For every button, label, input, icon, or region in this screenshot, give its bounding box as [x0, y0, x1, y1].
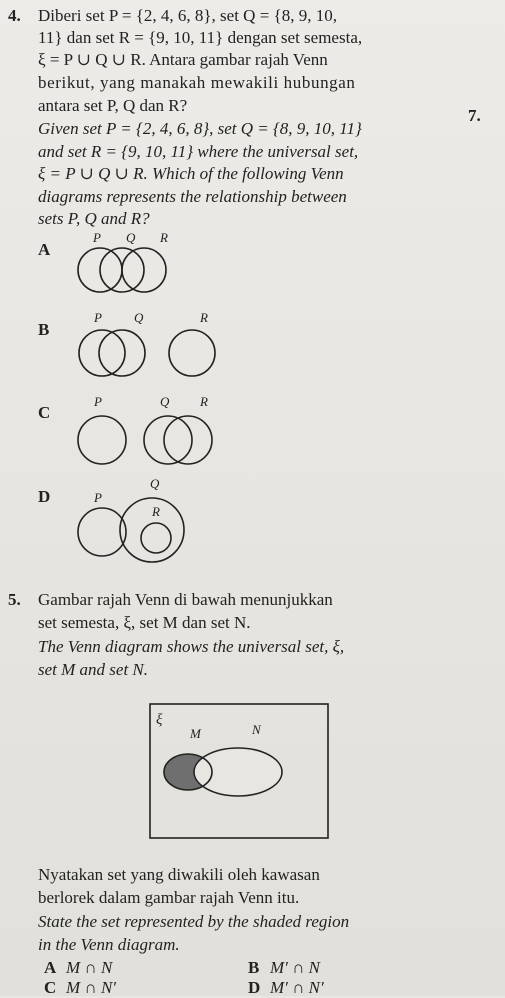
venn-option-b	[60, 308, 240, 388]
option-b-label-q: Q	[134, 310, 144, 325]
option-c-label-r: R	[200, 394, 208, 409]
venn-diagram-m-n	[150, 704, 330, 840]
option-c-label-q: Q	[160, 394, 170, 409]
option-d-label-p: P	[94, 490, 102, 505]
answer-c-text: M ∩ N′	[66, 978, 116, 997]
answer-b-text: M′ ∩ N	[270, 958, 320, 977]
answer-a-text: M ∩ N	[66, 958, 113, 977]
option-b-label-r: R	[200, 310, 208, 325]
set-n-ellipse	[194, 748, 282, 796]
question-5-number: 5.	[8, 590, 21, 609]
q5-instruction-english-2: in the Venn diagram.	[38, 935, 180, 954]
option-b-label-p: P	[94, 310, 102, 325]
option-d-label-q: Q	[150, 476, 160, 491]
q5-english-line-1: The Venn diagram shows the universal set, ξ,	[38, 637, 345, 656]
answer-d-letter: D	[248, 978, 261, 997]
side-question-7-number: 7.	[468, 106, 481, 125]
q5-instruction-malay-1: Nyatakan set yang diwakili oleh kawasan	[38, 865, 320, 884]
q4-english-line-4: diagrams represents the relationship between	[38, 187, 347, 206]
answer-a-letter: A	[44, 958, 57, 977]
option-a-label-q: Q	[126, 230, 136, 245]
option-c-label-p: P	[94, 394, 102, 409]
option-b-letter: B	[38, 320, 50, 339]
option-d-letter: D	[38, 487, 51, 506]
q5-english-line-2: set M and set N.	[38, 660, 149, 679]
option-a-letter: A	[38, 240, 51, 259]
universal-set-label: ξ	[156, 712, 163, 728]
venn-option-d	[60, 472, 220, 572]
q4-malay-line-3: ξ = P ∪ Q ∪ R. Antara gambar rajah Venn	[38, 50, 328, 69]
q5-malay-line-1: Gambar rajah Venn di bawah menunjukkan	[38, 590, 333, 609]
q4-english-line-1: Given set P = {2, 4, 6, 8}, set Q = {8, 9, 10, 11}	[38, 119, 362, 138]
set-m-label: M	[190, 726, 201, 741]
option-d-label-r: R	[152, 504, 160, 519]
answer-d-text: M′ ∩ N′	[270, 978, 324, 997]
q4-english-line-2: and set R = {9, 10, 11} where the universal set,	[38, 142, 359, 161]
q4-english-line-3: ξ = P ∪ Q ∪ R. Which of the following Venn	[38, 164, 344, 183]
option-a-label-r: R	[160, 230, 168, 245]
q5-instruction-malay-2: berlorek dalam gambar rajah Venn itu.	[38, 888, 300, 907]
set-n-label: N	[252, 722, 261, 737]
answer-c-letter: C	[44, 978, 57, 997]
q5-instruction-english-1: State the set represented by the shaded region	[38, 912, 350, 931]
option-a-label-p: P	[93, 230, 101, 245]
question-4-number: 4.	[8, 6, 21, 25]
q4-malay-line-4: berikut, yang manakah mewakili hubungan	[38, 73, 356, 92]
q4-malay-line-1: Diberi set P = {2, 4, 6, 8}, set Q = {8, 9, 10,	[38, 6, 337, 25]
q4-malay-line-2: 11} dan set R = {9, 10, 11} dengan set semesta,	[38, 28, 363, 47]
answer-b-letter: B	[248, 958, 260, 977]
option-c-letter: C	[38, 403, 51, 422]
venn-option-c	[60, 390, 240, 475]
venn-option-a	[60, 228, 200, 298]
q5-malay-line-2: set semesta, ξ, set M dan set N.	[38, 613, 251, 632]
q4-english-line-5: sets P, Q and R?	[38, 209, 150, 228]
q4-malay-line-5: antara set P, Q dan R?	[38, 96, 188, 115]
